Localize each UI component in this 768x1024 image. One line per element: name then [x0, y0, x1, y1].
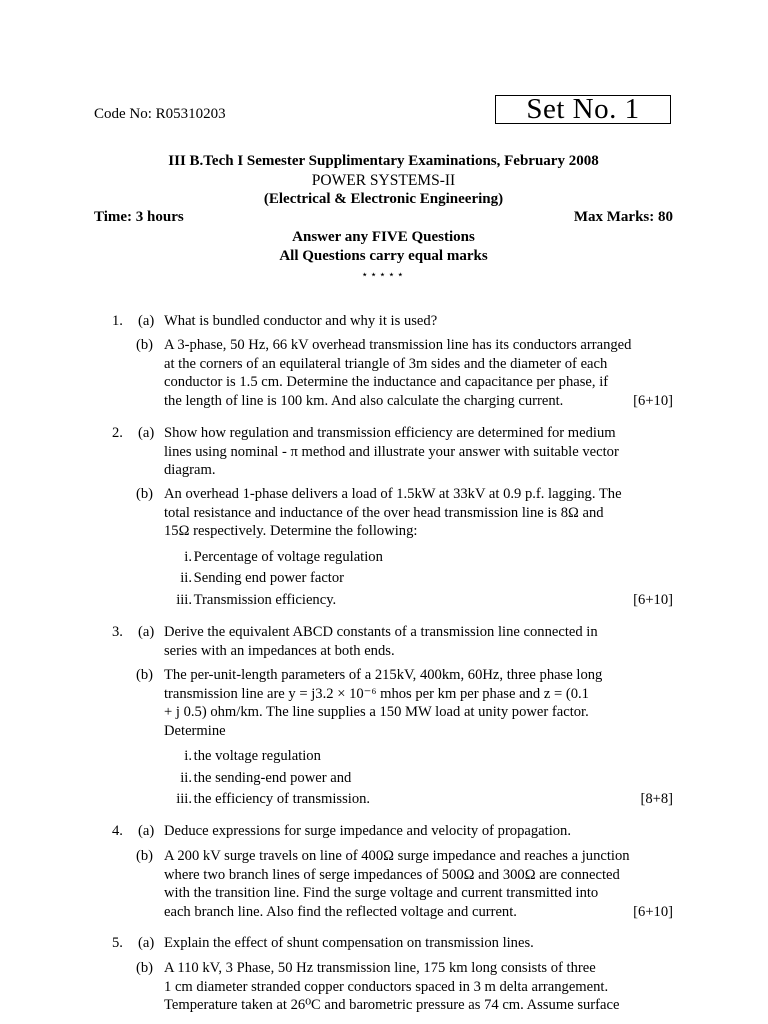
- part-a-text: Derive the equivalent ABCD constants of a transmission line connected in series with an impedances at both ends.: [164, 624, 598, 659]
- sub-item: iii. Transmission efficiency.: [176, 592, 337, 608]
- sub-item: iii. the efficiency of transmission.: [176, 791, 371, 807]
- part-a-text: Show how regulation and transmission efficiency are determined for medium lines using nominal - π method and illustrate your answer with suitable vector diagram.: [164, 425, 619, 479]
- sub-item: i. Percentage of voltage regulation: [184, 549, 383, 565]
- marks: [6+10]: [633, 592, 673, 608]
- part-b-label: (b): [136, 337, 154, 353]
- set-number-box: Set No. 1: [495, 95, 671, 124]
- part-b-text: A 200 kV surge travels on line of 400Ω surge impedance and reaches a junction where two branch lines of serge impedances of 500Ω and 300Ω are connected with the transition line. Find the surge voltage and current transmitted into each branch line. Also find the reflected voltage and current.: [164, 848, 630, 920]
- max-marks-label: Max Marks: 80: [573, 209, 673, 225]
- part-a-label: (a): [138, 425, 155, 441]
- part-b-label: (b): [136, 848, 154, 864]
- code-number: Code No: R05310203: [94, 106, 226, 122]
- part-a-label: (a): [138, 313, 155, 329]
- part-a-text: Explain the effect of shunt compensation on transmission lines.: [164, 935, 534, 951]
- question-number: 4.: [112, 823, 123, 839]
- question-number: 1.: [112, 313, 123, 329]
- part-a-text: Deduce expressions for surge impedance and velocity of propagation.: [164, 823, 572, 839]
- question-number: 5.: [112, 935, 123, 951]
- part-b-label: (b): [136, 486, 154, 502]
- part-a-label: (a): [138, 935, 155, 951]
- subject-title: POWER SYSTEMS-II: [311, 172, 456, 189]
- question-number: 3.: [112, 624, 123, 640]
- marks: [6+10]: [633, 904, 673, 920]
- time-label: Time: 3 hours: [94, 209, 184, 225]
- sub-item: ii. the sending-end power and: [180, 770, 352, 786]
- sub-item: i. the voltage regulation: [184, 748, 321, 764]
- sub-item: ii. Sending end power factor: [180, 570, 345, 586]
- branch-title: (Electrical & Electronic Engineering): [263, 191, 504, 207]
- part-b-label: (b): [136, 960, 154, 976]
- part-b-label: (b): [136, 667, 154, 683]
- time-marks-row: [94, 209, 673, 226]
- question-number: 2.: [112, 425, 123, 441]
- star-divider: ⋆⋆⋆⋆⋆: [361, 269, 406, 281]
- part-a-label: (a): [138, 823, 155, 839]
- exam-title: III B.Tech I Semester Supplimentary Examinations, February 2008: [168, 153, 599, 169]
- part-b-text: An overhead 1-phase delivers a load of 1.5kW at 33kV at 0.9 p.f. lagging. The total resistance and inductance of the over head transmission line is 8Ω and 15Ω respectively. Determine the following:: [164, 486, 622, 540]
- part-b-text: A 3-phase, 50 Hz, 66 kV overhead transmission line has its conductors arranged at the corners of an equilateral triangle of 3m sides and the diameter of each conductor is 1.5 cm. Determine the inductance and capacitance per phase, if the length of line is 100 km. And also calculate the charging current.: [164, 337, 632, 409]
- part-b-text: The per-unit-length parameters of a 215kV, 400km, 60Hz, three phase long transmission line are y = j3.2 × 10⁻⁶ mhos per km per phase and z = (0.1 + j 0.5) ohm/km. The line supplies a 150 MW load at unity power factor. Determine: [164, 667, 603, 739]
- marks: [8+8]: [640, 791, 673, 807]
- instruction-1: Answer any FIVE Questions: [292, 229, 475, 245]
- part-a-label: (a): [138, 624, 155, 640]
- part-a-text: What is bundled conductor and why it is used?: [164, 313, 438, 329]
- marks: [6+10]: [633, 393, 673, 409]
- part-b-text: A 110 kV, 3 Phase, 50 Hz transmission line, 175 km long consists of three 1 cm diameter stranded copper conductors spaced in 3 m delta arrangement. Temperature taken at 26⁰C and barometric pressure as 74 cm. Assume surface: [164, 960, 620, 1014]
- instruction-2: All Questions carry equal marks: [279, 248, 488, 264]
